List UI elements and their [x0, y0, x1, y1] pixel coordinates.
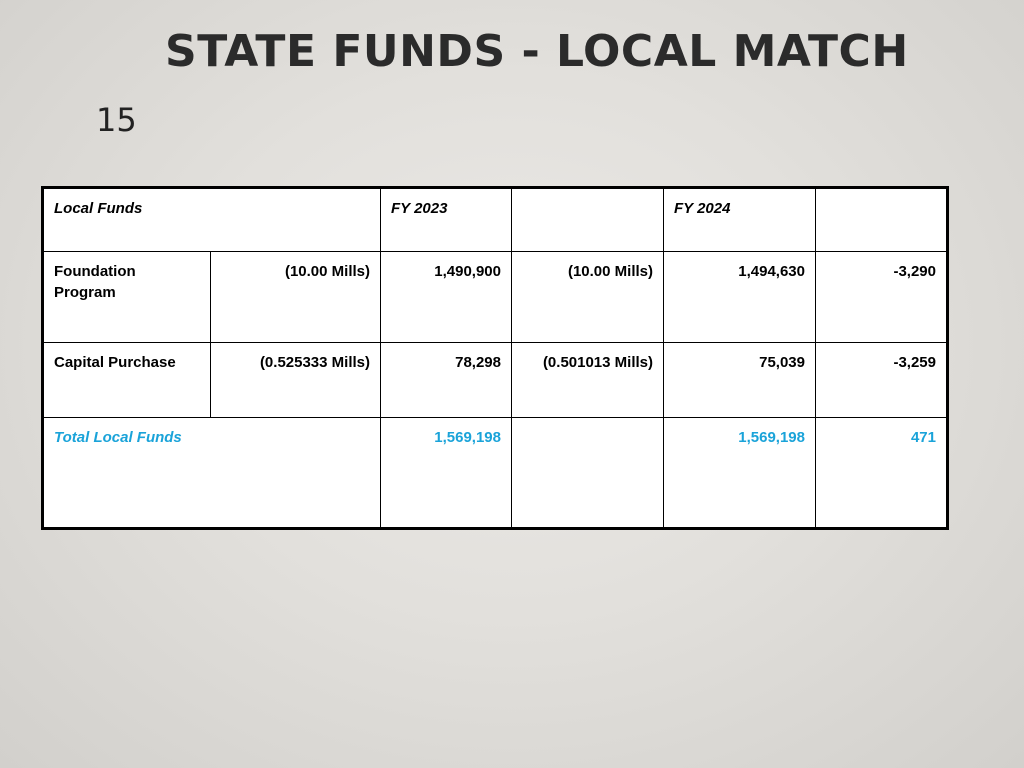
header-fy2024: FY 2024: [664, 188, 816, 252]
row-label: Foundation Program: [43, 252, 211, 343]
header-local-funds: Local Funds: [43, 188, 381, 252]
mills-2024: (0.501013 Mills): [512, 343, 664, 418]
table-header-row: [43, 188, 948, 252]
header-empty-cell: [512, 188, 664, 252]
table-row: [43, 343, 948, 418]
local-funds-table: [41, 186, 949, 530]
slide-title: STATE FUNDS - LOCAL MATCH: [165, 26, 909, 77]
total-row: [43, 418, 948, 529]
total-2024: 1,569,198: [664, 418, 816, 529]
header-empty-cell: [816, 188, 948, 252]
row-label: Capital Purchase: [43, 343, 211, 418]
slide-number: 15: [96, 101, 137, 139]
change-value: -3,290: [816, 252, 948, 343]
table-row: [43, 252, 948, 343]
amount-2023: 78,298: [381, 343, 512, 418]
header-fy2023: FY 2023: [381, 188, 512, 252]
mills-2024: (10.00 Mills): [512, 252, 664, 343]
amount-2024: 75,039: [664, 343, 816, 418]
change-value: -3,259: [816, 343, 948, 418]
total-change: 471: [816, 418, 948, 529]
mills-2023: (0.525333 Mills): [211, 343, 381, 418]
total-label: Total Local Funds: [43, 418, 381, 529]
amount-2024: 1,494,630: [664, 252, 816, 343]
mills-2023: (10.00 Mills): [211, 252, 381, 343]
total-empty-cell: [512, 418, 664, 529]
amount-2023: 1,490,900: [381, 252, 512, 343]
total-2023: 1,569,198: [381, 418, 512, 529]
